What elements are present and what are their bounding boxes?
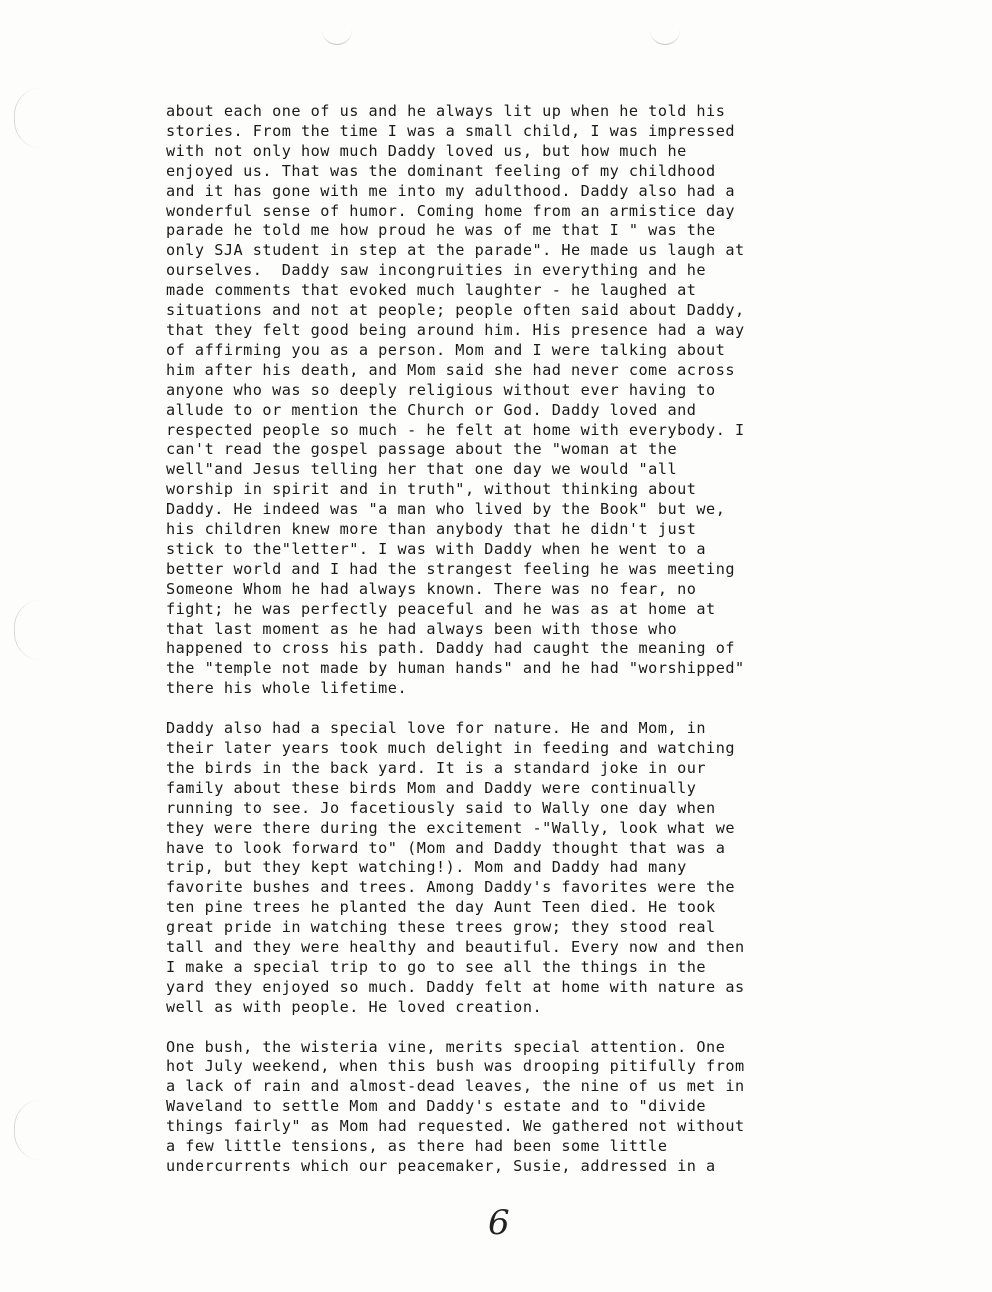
scan-smudge bbox=[650, 30, 680, 45]
text-line: family about these birds Mom and Daddy were continually bbox=[166, 778, 697, 797]
text-line: yard they enjoyed so much. Daddy felt at home with nature as bbox=[166, 977, 745, 996]
text-line: and it has gone with me into my adulthood. Daddy also had a bbox=[166, 181, 735, 200]
text-line: stick to the"letter". I was with Daddy when he went to a bbox=[166, 539, 707, 558]
text-line: situations and not at people; people often said about Daddy, bbox=[166, 301, 745, 320]
text-line: better world and I had the strangest feeling he was meeting bbox=[166, 559, 735, 578]
paragraph bbox=[166, 719, 906, 1018]
text-line: the birds in the back yard. It is a standard joke in our bbox=[166, 758, 707, 777]
text-line: ten pine trees he planted the day Aunt Teen died. He took bbox=[166, 898, 716, 917]
text-line: only SJA student in step at the parade". He made us laugh at bbox=[166, 241, 745, 260]
text-line: hot July weekend, when this bush was drooping pitifully from bbox=[166, 1057, 745, 1076]
text-line: great pride in watching these trees grow; they stood real bbox=[166, 918, 716, 937]
text-line: about each one of us and he always lit up when he told his bbox=[166, 102, 726, 120]
punch-hole-mark bbox=[14, 88, 41, 148]
text-line: enjoyed us. That was the dominant feeling of my childhood bbox=[166, 161, 716, 180]
punch-hole-mark bbox=[14, 600, 41, 660]
text-line: Daddy also had a special love for nature. He and Mom, in bbox=[166, 719, 707, 738]
text-line: Waveland to settle Mom and Daddy's estate and to "divide bbox=[166, 1097, 707, 1116]
text-line: a lack of rain and almost-dead leaves, the nine of us met in bbox=[166, 1077, 745, 1096]
text-line: that they felt good being around him. His presence had a way bbox=[166, 320, 745, 339]
body-text bbox=[166, 102, 906, 1197]
text-line: with not only how much Daddy loved us, but how much he bbox=[166, 141, 687, 160]
punch-hole-mark bbox=[14, 1100, 41, 1160]
text-line: there his whole lifetime. bbox=[166, 679, 408, 698]
text-line: Daddy. He indeed was "a man who lived by the Book" but we, bbox=[166, 500, 726, 519]
paragraph bbox=[166, 1038, 906, 1177]
text-line: him after his death, and Mom said she had never come across bbox=[166, 360, 735, 379]
text-line: their later years took much delight in feeding and watching bbox=[166, 738, 735, 757]
text-line: parade he told me how proud he was of me that I " was the bbox=[166, 221, 716, 240]
paragraph bbox=[166, 102, 906, 699]
text-line: a few little tensions, as there had been some little bbox=[166, 1137, 668, 1156]
scan-smudge bbox=[322, 30, 352, 45]
text-line: Someone Whom he had always known. There was no fear, no bbox=[166, 579, 697, 598]
text-line: the "temple not made by human hands" and he had "worshipped" bbox=[166, 659, 745, 678]
text-line: things fairly" as Mom had requested. We gathered not without bbox=[166, 1117, 745, 1136]
text-line: well as with people. He loved creation. bbox=[166, 997, 543, 1016]
text-line: stories. From the time I was a small child, I was impressed bbox=[166, 121, 735, 140]
text-line: I make a special trip to go to see all the things in the bbox=[166, 957, 707, 976]
text-line: favorite bushes and trees. Among Daddy's favorites were the bbox=[166, 878, 735, 897]
text-line: his children knew more than anybody that he didn't just bbox=[166, 520, 697, 539]
text-line: worship in spirit and in truth", without thinking about bbox=[166, 480, 697, 499]
text-line: running to see. Jo facetiously said to Wally one day when bbox=[166, 798, 716, 817]
page-number: 6 bbox=[488, 1203, 510, 1243]
text-line: of affirming you as a person. Mom and I were talking about bbox=[166, 340, 726, 359]
text-line: wonderful sense of humor. Coming home from an armistice day bbox=[166, 201, 735, 220]
text-line: fight; he was perfectly peaceful and he was as at home at bbox=[166, 599, 716, 618]
text-line: tall and they were healthy and beautiful. Every now and then bbox=[166, 938, 745, 957]
text-line: anyone who was so deeply religious without ever having to bbox=[166, 380, 716, 399]
text-line: trip, but they kept watching!). Mom and Daddy had many bbox=[166, 858, 687, 877]
text-line: allude to or mention the Church or God. Daddy loved and bbox=[166, 400, 697, 419]
text-line: made comments that evoked much laughter - he laughed at bbox=[166, 281, 697, 300]
text-line: respected people so much - he felt at home with everybody. I bbox=[166, 420, 745, 439]
text-line: ourselves. Daddy saw incongruities in everything and he bbox=[166, 261, 707, 280]
text-line: have to look forward to" (Mom and Daddy thought that was a bbox=[166, 838, 726, 857]
text-line: well"and Jesus telling her that one day we would "all bbox=[166, 460, 678, 479]
text-line: they were there during the excitement -"Wally, look what we bbox=[166, 818, 735, 837]
text-line: undercurrents which our peacemaker, Susie, addressed in a bbox=[166, 1157, 716, 1175]
text-line: One bush, the wisteria vine, merits special attention. One bbox=[166, 1037, 726, 1056]
text-line: that last moment as he had always been with those who bbox=[166, 619, 678, 638]
text-line: happened to cross his path. Daddy had caught the meaning of bbox=[166, 639, 735, 658]
text-line: can't read the gospel passage about the "woman at the bbox=[166, 440, 678, 459]
